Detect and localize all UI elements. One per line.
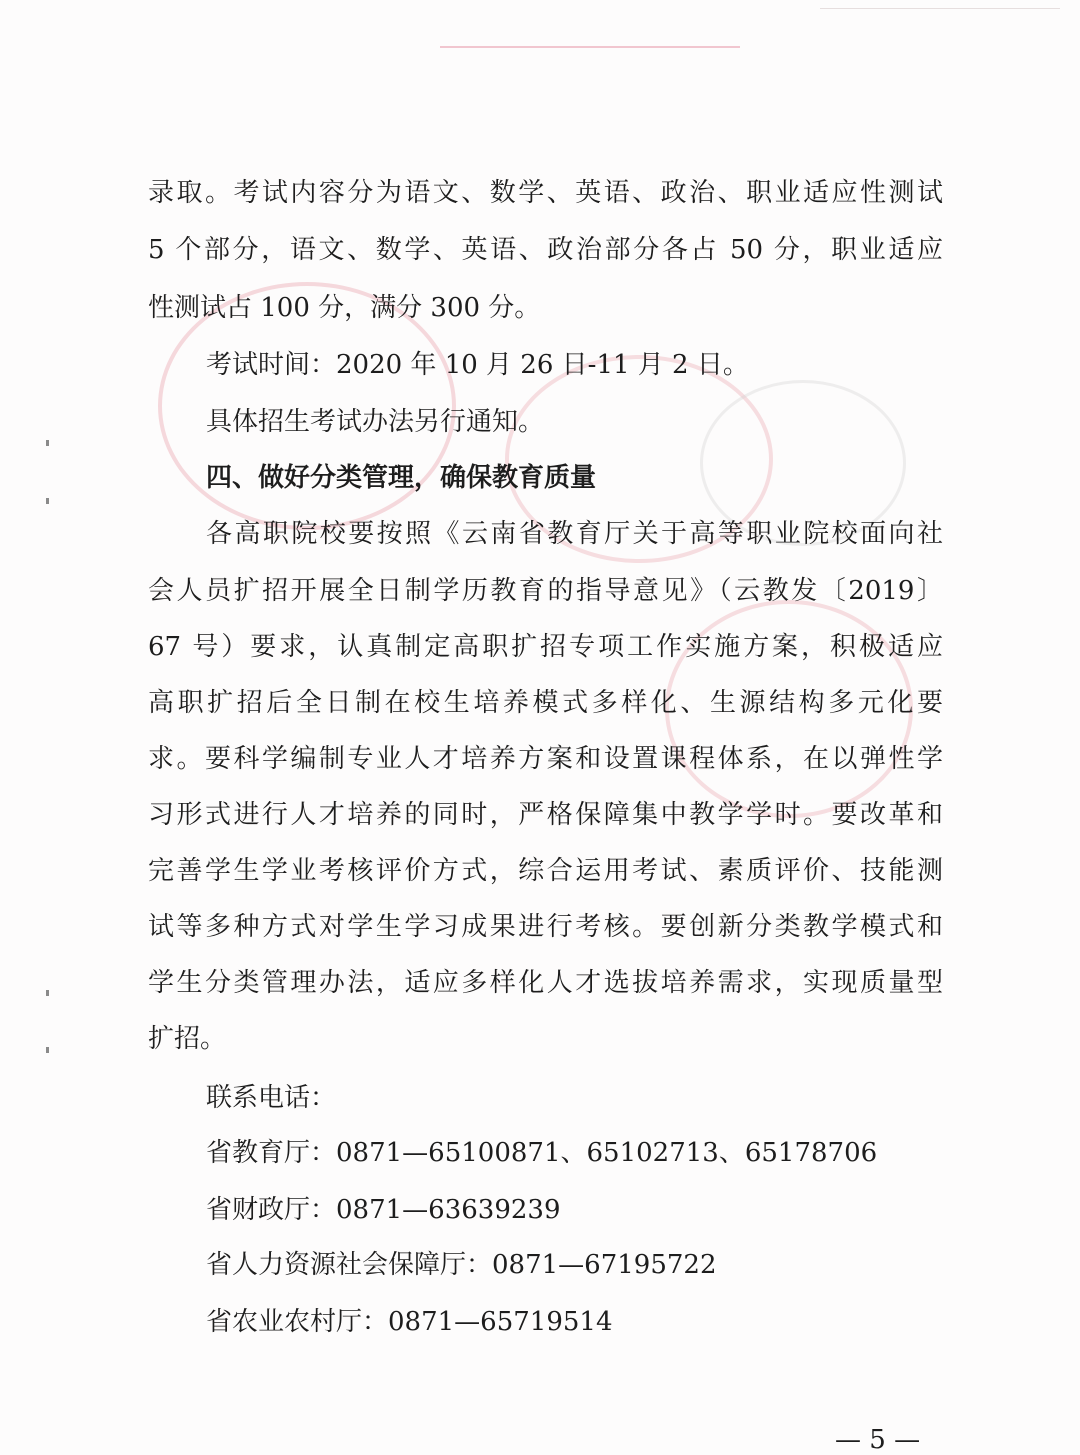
text-line-11: 求。要科学编制专业人才培养方案和设置课程体系，在以弹性学 — [148, 744, 943, 774]
margin-mark-3 — [46, 990, 49, 996]
text-line-12: 习形式进行人才培养的同时，严格保障集中教学学时。要改革和 — [148, 800, 943, 830]
text-line-2: 5 个部分，语文、数学、英语、政治部分各占 50 分，职业适应 — [148, 235, 943, 265]
text-line-7: 各高职院校要按照《云南省教育厅关于高等职业院校面向社 — [206, 519, 943, 549]
contact-education-dept: 省教育厅：0871—65100871、65102713、65178706 — [206, 1138, 878, 1168]
text-line-10: 高职扩招后全日制在校生培养模式多样化、生源结构多元化要 — [148, 688, 943, 718]
margin-mark-1 — [46, 440, 49, 446]
section-heading: 四、做好分类管理，确保教育质量 — [206, 463, 597, 493]
top-right-line — [820, 8, 1060, 9]
text-line-3: 性测试占 100 分，满分 300 分。 — [148, 293, 541, 323]
page-number: — 5 — — [835, 1425, 921, 1455]
text-line-9: 67 号）要求，认真制定高职扩招专项工作实施方案，积极适应 — [148, 632, 943, 662]
top-pink-line — [440, 46, 740, 48]
text-line-14: 试等多种方式对学生学习成果进行考核。要创新分类教学模式和 — [148, 912, 943, 942]
contact-agriculture-dept: 省农业农村厅：0871—65719514 — [206, 1307, 613, 1337]
margin-mark-2 — [46, 498, 49, 504]
contact-label: 联系电话： — [206, 1083, 337, 1113]
text-line-4: 考试时间：2020 年 10 月 26 日-11 月 2 日。 — [206, 350, 749, 380]
text-line-16: 扩招。 — [148, 1024, 227, 1054]
text-line-1: 录取。考试内容分为语文、数学、英语、政治、职业适应性测试 — [148, 178, 943, 208]
text-line-13: 完善学生学业考核评价方式，综合运用考试、素质评价、技能测 — [148, 856, 943, 886]
contact-hr-dept: 省人力资源社会保障厅：0871—67195722 — [206, 1250, 717, 1280]
margin-mark-4 — [46, 1047, 49, 1053]
text-line-8: 会人员扩招开展全日制学历教育的指导意见》（云教发〔2019〕 — [148, 576, 943, 606]
text-line-15: 学生分类管理办法，适应多样化人才选拔培养需求，实现质量型 — [148, 968, 943, 998]
text-line-5: 具体招生考试办法另行通知。 — [206, 407, 545, 437]
contact-finance-dept: 省财政厅：0871—63639239 — [206, 1195, 561, 1225]
